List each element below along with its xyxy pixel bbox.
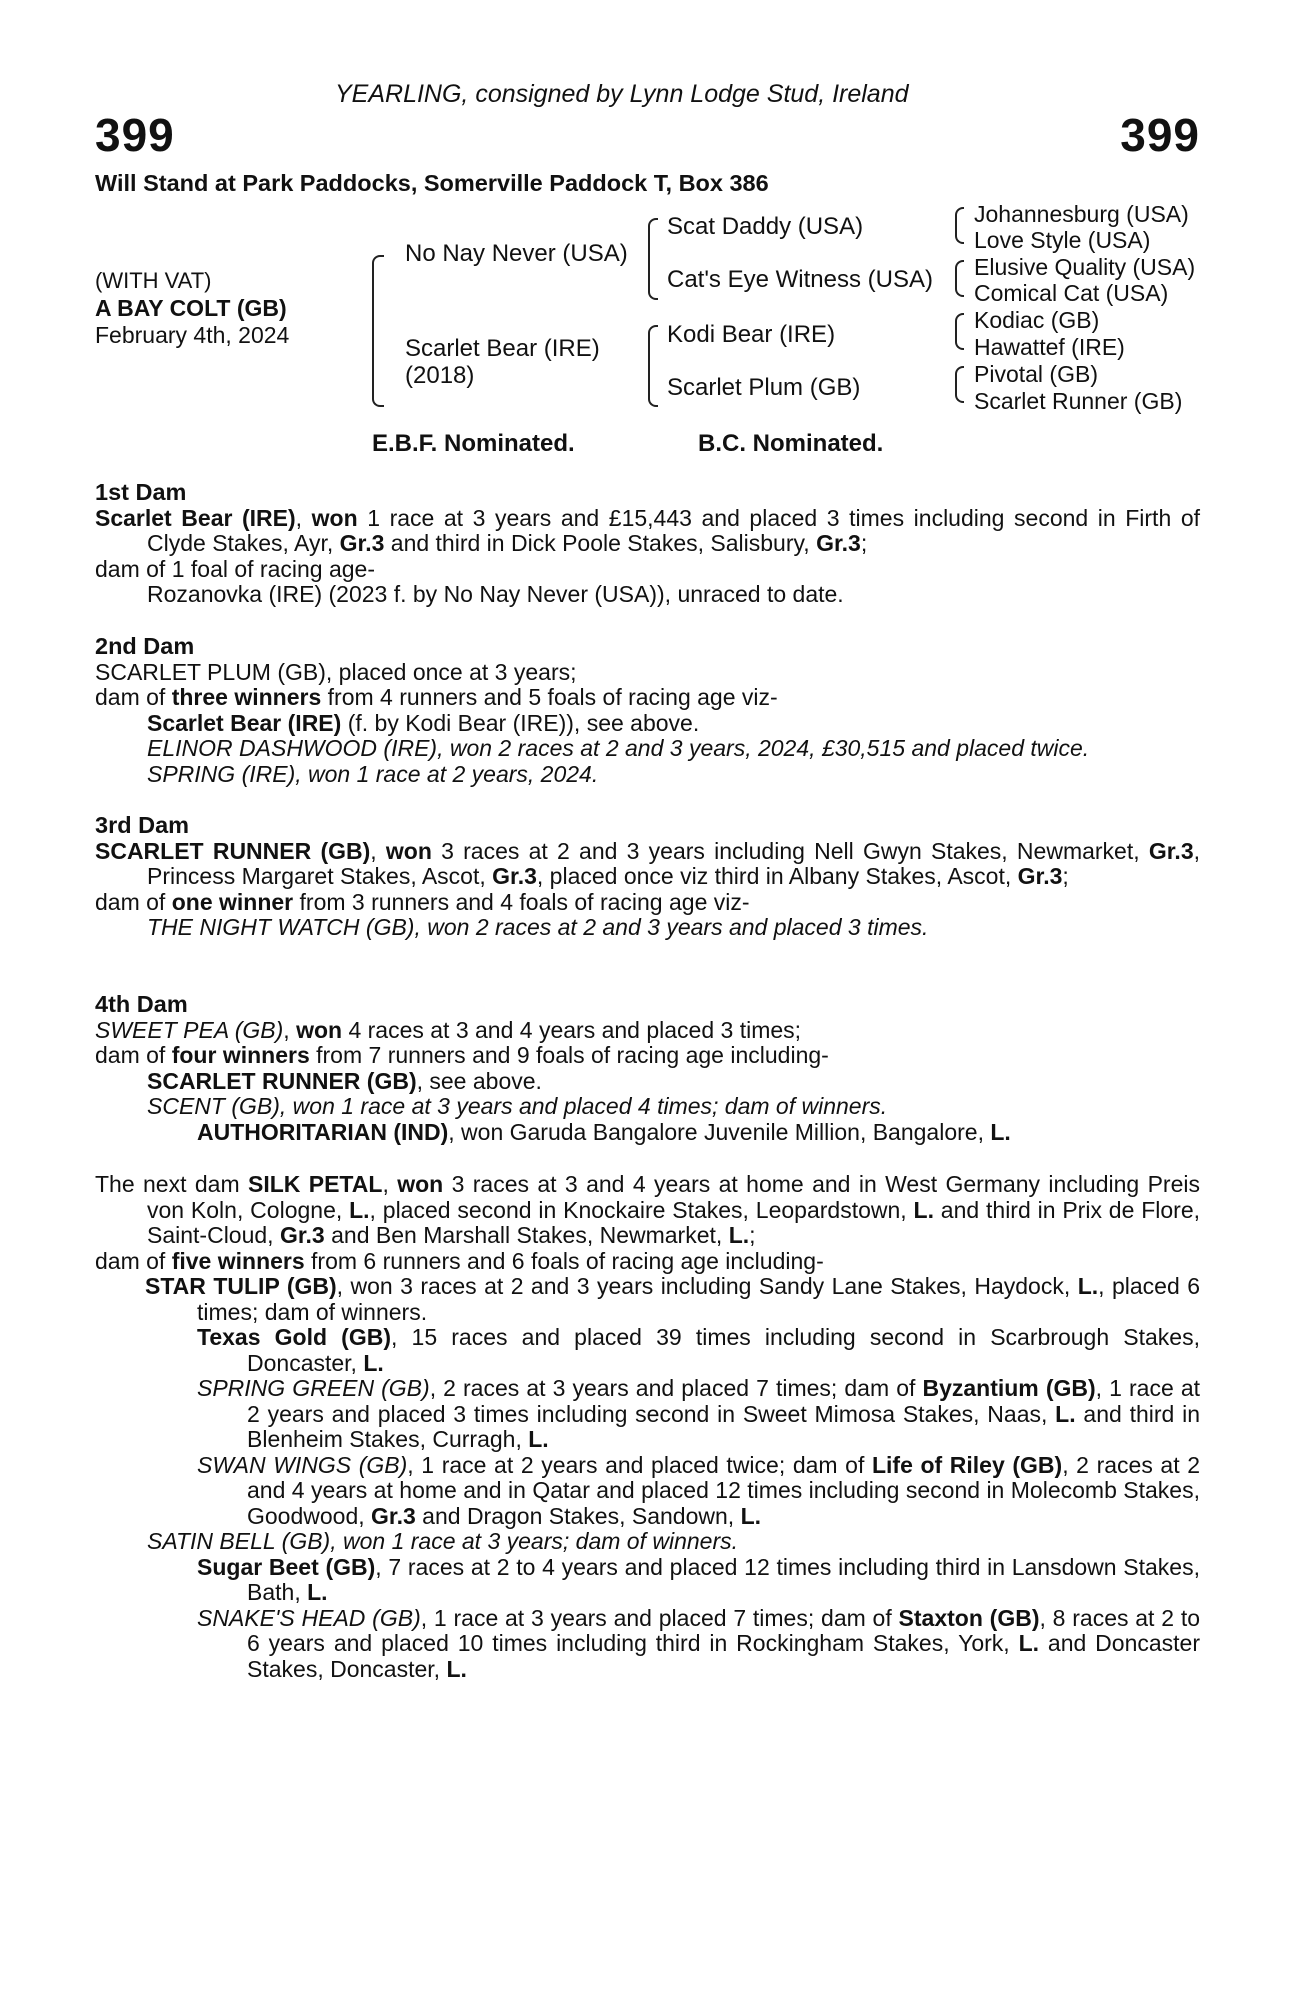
pedigree-gen3-6: Hawattef (IRE) [974, 334, 1125, 360]
next-dam-record: The next dam SILK PETAL, won 3 races at 3 and 4 years at home and in West Germany including Preis von Koln, Cologne, L., placed second in Knockaire Stakes, Leopardstown, L. and third in Prix de Flore, Saint-Cloud, Gr.3 and Ben Marshall Stakes, Newmarket, L.; [95, 1171, 1201, 1248]
next-dam-grand-offspring: SWAN WINGS (GB), 1 race at 2 years and placed twice; dam of Life of Riley (GB), 2 races at 2 and 4 years at home and in Qatar and placed 12 times including second in Molecomb Stakes, Goodwood, Gr.3 and Dragon Stakes, Sandown, L. [197, 1451, 1201, 1529]
third-dam-heading: 3rd Dam [95, 812, 190, 838]
pedigree-dam-dam: Scarlet Plum (GB) [667, 374, 861, 401]
first-dam-name: Scarlet Bear (IRE) [95, 504, 296, 531]
pedigree-sire-sire: Scat Daddy (USA) [667, 213, 864, 240]
pedigree-gen3-5: Kodiac (GB) [974, 307, 1100, 333]
pedigree-sire-dam: Cat's Eye Witness (USA) [667, 266, 933, 293]
first-dam-foal: Rozanovka (IRE) (2023 f. by No Nay Never (USA)), unraced to date. [147, 581, 844, 607]
pedigree-gen3-4: Comical Cat (USA) [974, 280, 1169, 306]
second-dam-offspring: ELINOR DASHWOOD (IRE), won 2 races at 2 and 3 years, 2024, £30,515 and placed twice. [147, 735, 1090, 761]
pedigree-gen3-2: Love Style (USA) [974, 227, 1151, 253]
second-dam-produce-header: dam of three winners from 4 runners and 5 foals of racing age viz- [95, 684, 778, 710]
pedigree-brace-g2 [955, 260, 964, 297]
pedigree-gen3-7: Pivotal (GB) [974, 361, 1098, 387]
pedigree-dam: Scarlet Bear (IRE) [405, 335, 600, 362]
next-dam-offspring: SATIN BELL (GB), won 1 race at 3 years; dam of winners. [147, 1528, 739, 1554]
third-dam-section [95, 813, 1200, 941]
fourth-dam-offspring: SCARLET RUNNER (GB), see above. [147, 1067, 542, 1094]
fourth-dam-heading: 4th Dam [95, 991, 188, 1017]
next-dam-grand-offspring: Texas Gold (GB), 15 races and placed 39 times including second in Scarbrough Stakes, Doncaster, L. [197, 1324, 1200, 1376]
pedigree-gen3-1: Johannesburg (USA) [974, 201, 1189, 227]
stand-location: Will Stand at Park Paddocks, Somerville Paddock T, Box 386 [95, 170, 769, 196]
pedigree-brace-dam [648, 325, 658, 407]
bc-nomination: B.C. Nominated. [698, 430, 884, 457]
consignment-line: YEARLING, consigned by Lynn Lodge Stud, Ireland [335, 80, 909, 108]
pedigree-brace-sire [648, 218, 658, 300]
pedigree-sire: No Nay Never (USA) [405, 240, 628, 267]
pedigree-dam-year: (2018) [405, 362, 475, 389]
second-dam-offspring: Scarlet Bear (IRE) (f. by Kodi Bear (IRE)), see above. [147, 709, 700, 736]
pedigree-gen3-8: Scarlet Runner (GB) [974, 388, 1183, 414]
next-dam-section [95, 1172, 1200, 1682]
third-dam-offspring: THE NIGHT WATCH (GB), won 2 races at 2 and 3 years and placed 3 times. [147, 914, 929, 940]
next-dam-grand-offspring: Sugar Beet (GB), 7 races at 2 to 4 years and placed 12 times including third in Lansdown Stakes, Bath, L. [197, 1553, 1200, 1605]
fourth-dam-record: SWEET PEA (GB), won 4 races at 3 and 4 years and placed 3 times; [95, 1016, 802, 1043]
ebf-nomination: E.B.F. Nominated. [372, 430, 575, 457]
pedigree-brace-g1 [955, 207, 964, 244]
pedigree-brace-g4 [955, 366, 964, 403]
pedigree-gen3-3: Elusive Quality (USA) [974, 254, 1196, 280]
second-dam-heading: 2nd Dam [95, 633, 195, 659]
fourth-dam-produce-header: dam of four winners from 7 runners and 9 foals of racing age including- [95, 1042, 829, 1068]
lot-number-left: 399 [95, 109, 175, 161]
second-dam-record: SCARLET PLUM (GB), placed once at 3 years; [95, 658, 577, 685]
first-dam-record: Scarlet Bear (IRE), won 1 race at 3 years and £15,443 and placed 3 times including second in Firth of Clyde Stakes, Ayr, Gr.3 and third in Dick Poole Stakes, Salisbury, Gr.3; [95, 504, 1200, 556]
first-dam-heading: 1st Dam [95, 479, 187, 505]
lot-number-right: 399 [1120, 109, 1200, 161]
fourth-dam-offspring: SCENT (GB), won 1 race at 3 years and placed 4 times; dam of winners. [147, 1093, 888, 1119]
first-dam-produce-header: dam of 1 foal of racing age- [95, 555, 375, 582]
pedigree-dam-sire: Kodi Bear (IRE) [667, 321, 836, 348]
second-dam-section [95, 634, 1200, 787]
fourth-dam-grand-offspring: AUTHORITARIAN (IND), won Garuda Bangalore Juvenile Million, Bangalore, L. [197, 1118, 1011, 1145]
next-dam-offspring: STAR TULIP (GB), won 3 races at 2 and 3 years including Sandy Lane Stakes, Haydock, L., placed 6 times; dam of winners. [145, 1273, 1200, 1325]
next-dam-produce-header: dam of five winners from 6 runners and 6 foals of racing age including- [95, 1247, 824, 1274]
next-dam-grand-offspring: SPRING GREEN (GB), 2 races at 3 years and placed 7 times; dam of Byzantium (GB), 1 race at 2 years and placed 3 times including second in Sweet Mimosa Stakes, Naas, L. and third in Blenheim Stakes, Curragh, L. [197, 1375, 1200, 1452]
horse-name: A BAY COLT (GB) [95, 295, 287, 321]
next-dam-grand-offspring: SNAKE'S HEAD (GB), 1 race at 3 years and placed 7 times; dam of Staxton (GB), 8 races at 2 to 6 years and placed 10 times including third in Rockingham Stakes, York, L. and Doncaster Stakes, Doncaster, L. [197, 1604, 1201, 1682]
pedigree-brace-main [372, 255, 384, 407]
pedigree-brace-g3 [955, 313, 964, 350]
second-dam-offspring: SPRING (IRE), won 1 race at 2 years, 2024. [147, 760, 599, 787]
third-dam-record: SCARLET RUNNER (GB), won 3 races at 2 and 3 years including Nell Gwyn Stakes, Newmarket, Gr.3, Princess Margaret Stakes, Ascot, Gr.3, placed once viz third in Albany Stakes, Ascot, Gr.3; [95, 837, 1201, 889]
vat-label: (WITH VAT) [95, 268, 212, 293]
fourth-dam-section [95, 992, 1200, 1145]
foaling-date: February 4th, 2024 [95, 322, 290, 348]
third-dam-produce-header: dam of one winner from 3 runners and 4 foals of racing age viz- [95, 888, 750, 915]
first-dam-section [95, 480, 1200, 608]
